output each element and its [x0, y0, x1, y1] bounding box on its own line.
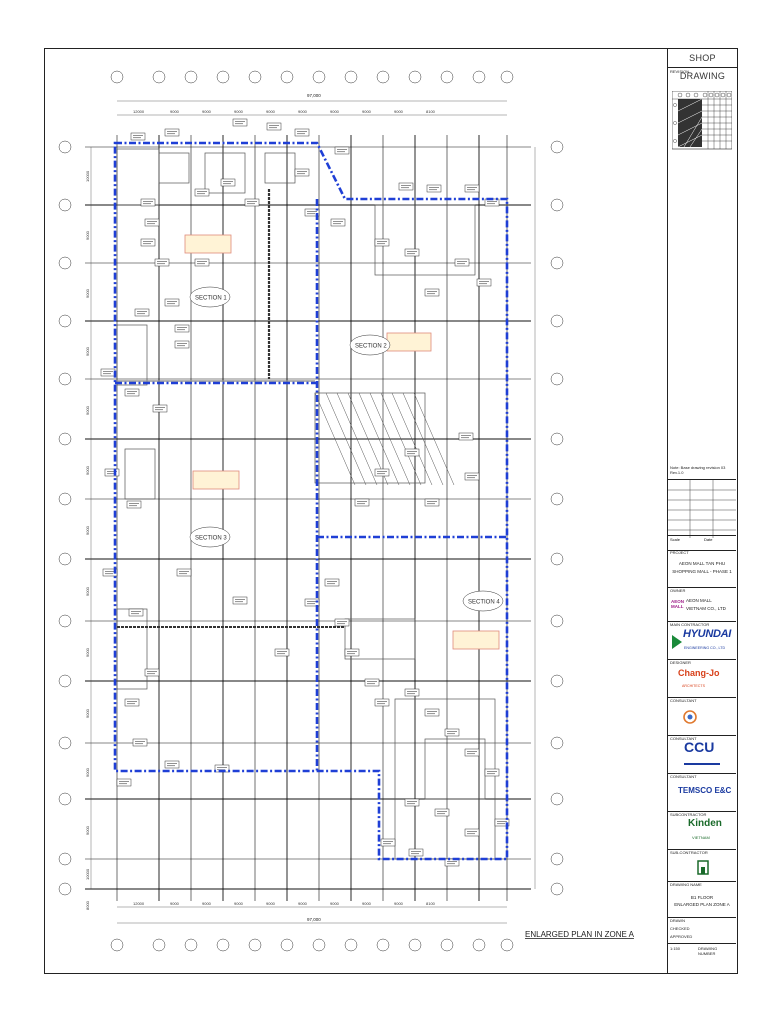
bottom-dim-label: 9000	[234, 901, 243, 906]
equipment-tag	[485, 769, 499, 776]
grid-bubble-bottom	[185, 939, 197, 951]
subcontractor-cell-2	[668, 849, 736, 882]
left-dim-label: 9000	[85, 406, 90, 415]
bottom-dim-label: 9000	[330, 901, 339, 906]
date-label: Date	[704, 537, 713, 542]
equipment-tag	[125, 389, 139, 396]
bottom-dim-label: 9000	[362, 901, 371, 906]
grid-bubble-bottom	[281, 939, 293, 951]
consultant-label-3: CONSULTANT	[670, 774, 697, 779]
drawing-number-cell	[668, 943, 736, 971]
top-dim-label: 9000	[362, 109, 371, 114]
left-dim-label: 9000	[85, 347, 90, 356]
equipment-tag	[117, 779, 131, 786]
equipment-tag	[399, 183, 413, 190]
equipment-tag	[105, 469, 119, 476]
designer-label: DESIGNER	[670, 660, 691, 665]
equipment-tag	[375, 699, 389, 706]
equipment-tag	[165, 129, 179, 136]
equipment-tag	[365, 679, 379, 686]
main-contractor-label: MAIN CONTRACTOR	[670, 622, 710, 627]
room-outline	[159, 153, 189, 183]
equipment-tag	[135, 309, 149, 316]
grid-bubble-bottom	[313, 939, 325, 951]
main-contractor-cell	[668, 621, 736, 660]
left-dim-label: 10000	[85, 170, 90, 182]
equipment-tag	[129, 609, 143, 616]
grid-bubble-right	[551, 373, 563, 385]
equipment-tag	[195, 189, 209, 196]
hyundai-logo: HYUNDAI	[683, 628, 732, 640]
left-dim-label: 9000	[85, 466, 90, 475]
room-outline	[125, 449, 155, 499]
drawing-name-line-2: ENLARGED PLAN ZONE A	[674, 902, 730, 907]
drawing-name-label: DRAWING NAME	[670, 882, 702, 887]
equipment-tag	[195, 259, 209, 266]
subcontractor-label: SUBCONTRACTOR	[670, 812, 707, 817]
grid-bubble-top	[313, 71, 325, 83]
highlight-box	[185, 235, 231, 253]
equipment-tag	[101, 369, 115, 376]
equipment-tag	[459, 433, 473, 440]
grid-bubble-left	[59, 615, 71, 627]
grid-bubble-top	[249, 71, 261, 83]
bottom-dim-label: 9000	[394, 901, 403, 906]
equipment-tag	[177, 569, 191, 576]
top-dim-label: 9000	[330, 109, 339, 114]
equipment-tag	[145, 219, 159, 226]
changjo-logo: Chang-Jo	[678, 668, 720, 678]
revision-label: REVISION	[670, 69, 690, 74]
equipment-tag	[425, 289, 439, 296]
top-dim-label: 9000	[170, 109, 179, 114]
left-dim-label: 9000	[85, 709, 90, 718]
consultant-label-1: CONSULTANT	[670, 698, 697, 703]
room-outline	[425, 739, 485, 799]
bottom-dim-label: 9000	[266, 901, 275, 906]
kinden-logo: Kinden	[688, 818, 722, 829]
ccu-logo: CCU	[684, 739, 715, 755]
designer-cell	[668, 659, 736, 698]
equipment-tag	[125, 699, 139, 706]
grid-bubble-top	[281, 71, 293, 83]
bottom-dim-label: 9000	[170, 901, 179, 906]
equipment-tag	[345, 649, 359, 656]
grid-bubble-top	[501, 71, 513, 83]
equipment-tag	[465, 185, 479, 192]
hyundai-subtitle: ENGINEERING CO., LTD	[684, 646, 726, 650]
grid-bubble-bottom	[377, 939, 389, 951]
left-dim-label: 10000	[85, 868, 90, 880]
equipment-tag	[295, 169, 309, 176]
project-label: PROJECT	[670, 550, 689, 555]
scale-value: 1:150	[670, 946, 681, 951]
grid-bubble-bottom	[111, 939, 123, 951]
highlight-box	[387, 333, 431, 351]
equipment-tag	[465, 473, 479, 480]
grid-bubble-bottom	[501, 939, 513, 951]
equipment-tag	[127, 501, 141, 508]
consultant-cell-3	[668, 773, 736, 812]
kinden-subtitle: VIETNAM	[692, 835, 710, 840]
drawing-name-cell	[668, 881, 736, 918]
grid-bubble-top	[473, 71, 485, 83]
consultant-label-2: CONSULTANT	[670, 736, 697, 741]
equipment-tag	[175, 341, 189, 348]
left-dim-label: 9000	[85, 231, 90, 240]
left-dim-label: 9000	[85, 289, 90, 298]
grid-bubble-top	[111, 71, 123, 83]
equipment-tag	[335, 619, 349, 626]
equipment-tag	[245, 199, 259, 206]
grid-bubble-bottom	[217, 939, 229, 951]
equipment-tag	[381, 839, 395, 846]
consultant-swirl-icon	[682, 709, 698, 727]
left-dim-label: 9000	[85, 587, 90, 596]
section-label-text: SECTION 4	[468, 599, 500, 606]
grid-bubble-bottom	[249, 939, 261, 951]
grid-bubble-left	[59, 675, 71, 687]
grid-bubble-bottom	[409, 939, 421, 951]
room-outline	[265, 153, 295, 183]
top-dim-label: 9000	[234, 109, 243, 114]
grid-bubble-left	[59, 883, 71, 895]
grid-bubble-top	[153, 71, 165, 83]
equipment-tag	[435, 809, 449, 816]
grid-bubble-top	[409, 71, 421, 83]
project-cell	[668, 549, 736, 588]
section-label-text: SECTION 1	[195, 295, 227, 302]
grid-bubble-top	[185, 71, 197, 83]
project-name-line-1: AEON MALL TAN PHU	[678, 561, 726, 566]
equipment-tag	[331, 219, 345, 226]
bottom-dim-label: 12000	[133, 901, 145, 906]
equipment-tag	[267, 123, 281, 130]
grid-bubble-right	[551, 883, 563, 895]
top-total-dimension: 97,000	[307, 93, 321, 98]
base-drawing-note: Note: Base drawing revision 03 Rev.1.0	[670, 465, 726, 475]
top-dim-label: 9000	[266, 109, 275, 114]
left-dim-label: 9000	[85, 526, 90, 535]
equipment-tag	[155, 259, 169, 266]
drawing-number-label: DRAWING NUMBER	[698, 946, 718, 956]
grid-bubble-right	[551, 141, 563, 153]
equipment-tag	[455, 259, 469, 266]
grid-bubble-right	[551, 615, 563, 627]
equipment-tag	[375, 469, 389, 476]
scale-label: Scale	[670, 537, 681, 542]
grid-bubble-right	[551, 553, 563, 565]
grid-bubble-right	[551, 493, 563, 505]
room-outline	[117, 325, 147, 385]
consultant-cell-2	[668, 735, 736, 774]
equipment-tag	[153, 405, 167, 412]
room-outline	[205, 153, 245, 193]
title-block-header: SHOP DRAWING	[668, 49, 737, 68]
drawing-sheet	[44, 48, 738, 974]
equipment-tag	[221, 179, 235, 186]
equipment-tag	[233, 119, 247, 126]
equipment-tag	[409, 849, 423, 856]
bottom-dim-label: 9000	[298, 901, 307, 906]
approved-label: APPROVED	[670, 934, 693, 939]
grid-bubble-right	[551, 853, 563, 865]
checked-label: CHECKED	[670, 926, 690, 931]
grid-bubble-right	[551, 737, 563, 749]
owner-name-line-2: VIETNAM CO., LTD	[686, 606, 726, 611]
grid-bubble-left	[59, 199, 71, 211]
room-outline	[395, 699, 495, 859]
grid-bubble-right	[551, 257, 563, 269]
owner-label: OWNER	[670, 588, 686, 593]
grid-bubble-right	[551, 315, 563, 327]
top-dim-label: 9000	[202, 109, 211, 114]
equipment-tag	[133, 739, 147, 746]
equipment-tag	[233, 597, 247, 604]
grid-bubble-right	[551, 433, 563, 445]
temsco-logo: TEMSCO E&C	[678, 786, 732, 795]
plan-title: ENLARGED PLAN IN ZONE A	[525, 930, 634, 939]
hyundai-triangle-icon	[672, 635, 682, 649]
zone-a-outline	[115, 143, 507, 859]
subcontractor-label-2: SUB-CONTRACTOR	[670, 850, 708, 855]
section-label-text: SECTION 3	[195, 535, 227, 542]
equipment-tag	[425, 499, 439, 506]
grid-bubble-left	[59, 433, 71, 445]
equipment-tag	[427, 185, 441, 192]
equipment-tag	[465, 749, 479, 756]
grid-bubble-bottom	[153, 939, 165, 951]
drawing-name-line-1: B1 FLOOR	[690, 895, 714, 900]
equipment-tag	[145, 669, 159, 676]
grid-bubble-left	[59, 141, 71, 153]
equipment-tag	[465, 829, 479, 836]
equipment-tag	[335, 147, 349, 154]
equipment-tag	[477, 279, 491, 286]
grid-bubble-left	[59, 737, 71, 749]
left-dim-label: 9000	[85, 648, 90, 657]
grid-bubble-right	[551, 199, 563, 211]
equipment-tag	[165, 299, 179, 306]
grid-bubble-left	[59, 853, 71, 865]
equipment-tags	[101, 119, 509, 866]
consultant-cell-1	[668, 697, 736, 736]
equipment-tag	[405, 249, 419, 256]
project-name-line-2: SHOPPING MALL - PHASE 1	[672, 569, 732, 574]
ccu-underline	[684, 763, 720, 765]
section-labels	[190, 287, 503, 611]
highlight-box	[193, 471, 239, 489]
section-label-text: SECTION 2	[355, 343, 387, 350]
revision-table	[672, 91, 732, 151]
grid-bubble-left	[59, 793, 71, 805]
grid-bubble-right	[551, 793, 563, 805]
blank-revision-grid	[668, 479, 736, 538]
equipment-tag	[131, 133, 145, 140]
grid-bubble-left	[59, 315, 71, 327]
left-dim-label: 9000	[85, 768, 90, 777]
room-outline	[117, 149, 159, 205]
grid-bubble-top	[345, 71, 357, 83]
top-dim-label: 9000	[394, 109, 403, 114]
equipment-tag	[325, 579, 339, 586]
grid-bubble-top	[217, 71, 229, 83]
grid-bubble-right	[551, 675, 563, 687]
title-block	[667, 49, 737, 973]
equipment-tag	[445, 729, 459, 736]
equipment-tag	[141, 239, 155, 246]
grid-bubble-left	[59, 553, 71, 565]
grid-bubble-left	[59, 373, 71, 385]
grid-bubble-bottom	[473, 939, 485, 951]
equipment-tag	[405, 799, 419, 806]
grid-bubble-bottom	[345, 939, 357, 951]
grid-bubble-top	[377, 71, 389, 83]
grid-bubble-top	[441, 71, 453, 83]
equipment-tag	[141, 199, 155, 206]
left-dim-label: 8000	[85, 901, 90, 910]
subcontractor-cell	[668, 811, 736, 850]
grid-lines	[85, 135, 531, 901]
grid-bubble-bottom	[441, 939, 453, 951]
zone-boundary	[115, 143, 507, 859]
top-dim-label: 8100	[426, 109, 435, 114]
bottom-total-dimension: 97,000	[307, 917, 321, 922]
changjo-subtitle: ARCHITECTS	[682, 684, 705, 688]
equipment-tag	[165, 761, 179, 768]
owner-name-line-1: AEON MALL	[686, 598, 712, 603]
equipment-tag	[355, 499, 369, 506]
top-dim-label: 12000	[133, 109, 145, 114]
sign-off-cell	[668, 917, 736, 944]
equipment-tag	[375, 239, 389, 246]
building-icon	[696, 859, 710, 875]
bottom-dim-label: 8100	[426, 901, 435, 906]
aeon-logo-icon: AEON MALL	[671, 599, 685, 609]
left-dim-label: 9000	[85, 826, 90, 835]
equipment-tag	[405, 449, 419, 456]
equipment-tag	[295, 129, 309, 136]
highlight-box	[453, 631, 499, 649]
top-dim-label: 9000	[298, 109, 307, 114]
equipment-tag	[275, 649, 289, 656]
owner-cell	[668, 587, 736, 622]
bottom-dim-label: 9000	[202, 901, 211, 906]
equipment-tag	[425, 709, 439, 716]
floor-plan-drawing	[45, 49, 667, 973]
grid-bubble-left	[59, 257, 71, 269]
drawn-label: DRAWN	[670, 918, 685, 923]
equipment-tag	[175, 325, 189, 332]
grid-bubble-left	[59, 493, 71, 505]
equipment-tag	[405, 689, 419, 696]
